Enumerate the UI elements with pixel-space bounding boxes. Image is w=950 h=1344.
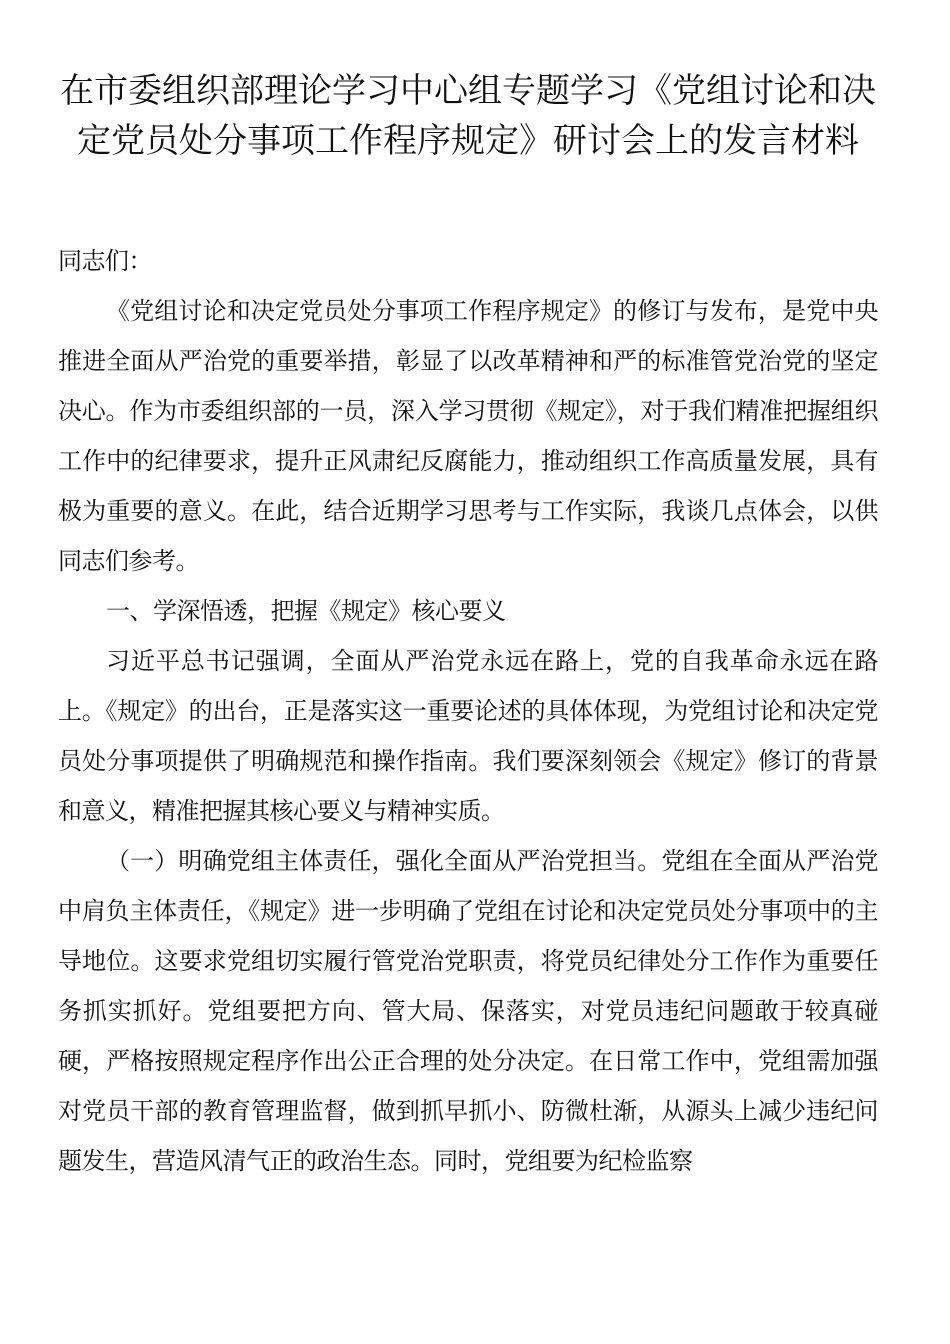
body-paragraph-subsection-1: （一）明确党组主体责任，强化全面从严治党担当。党组在全面从严治党中肩负主体责任，《规定》进一步明确了党组在讨论和决定党员处分事项中的主导地位。这要求党组切实履行管党治党职责，将党员纪律处分工作作为重要任务抓实抓好。党组要把方向、管大局、保落实，对党员违纪问题敢于较真碰硬，严格按照规定程序作出公正合理的处分决定。在日常工作中，党组需加强对党员干部的教育管理监督，做到抓早抓小、防微杜渐，从源头上减少违纪问题发生，营造风清气正的政治生态。同时，党组要为纪检监察	[58, 847, 878, 1175]
document-title: 在市委组织部理论学习中心组专题学习《党组讨论和决定党员处分事项工作程序规定》研讨会上的发言材料	[60, 71, 876, 161]
section-heading-1: 一、学深悟透，把握《规定》核心要义	[106, 597, 506, 625]
document-page	[58, 66, 878, 1186]
document-body	[58, 236, 878, 1186]
body-paragraph-section-1: 习近平总书记强调，全面从严治党永远在路上，党的自我革命永远在路上。《规定》的出台，正是落实这一重要论述的具体体现，为党组讨论和决定党员处分事项提供了明确规范和操作指南。我们要深刻领会《规定》修订的背景和意义，精准把握其核心要义与精神实质。	[58, 647, 878, 825]
body-paragraph-intro: 《党组讨论和决定党员处分事项工作程序规定》的修订与发布，是党中央推进全面从严治党的重要举措，彰显了以改革精神和严的标准管党治党的坚定决心。作为市委组织部的一员，深入学习贯彻《规定》，对于我们精准把握组织工作中的纪律要求，提升正风肃纪反腐能力，推动组织工作高质量发展，具有极为重要的意义。在此，结合近期学习思考与工作实际，我谈几点体会，以供同志们参考。	[58, 297, 878, 575]
salutation: 同志们：	[58, 247, 152, 275]
